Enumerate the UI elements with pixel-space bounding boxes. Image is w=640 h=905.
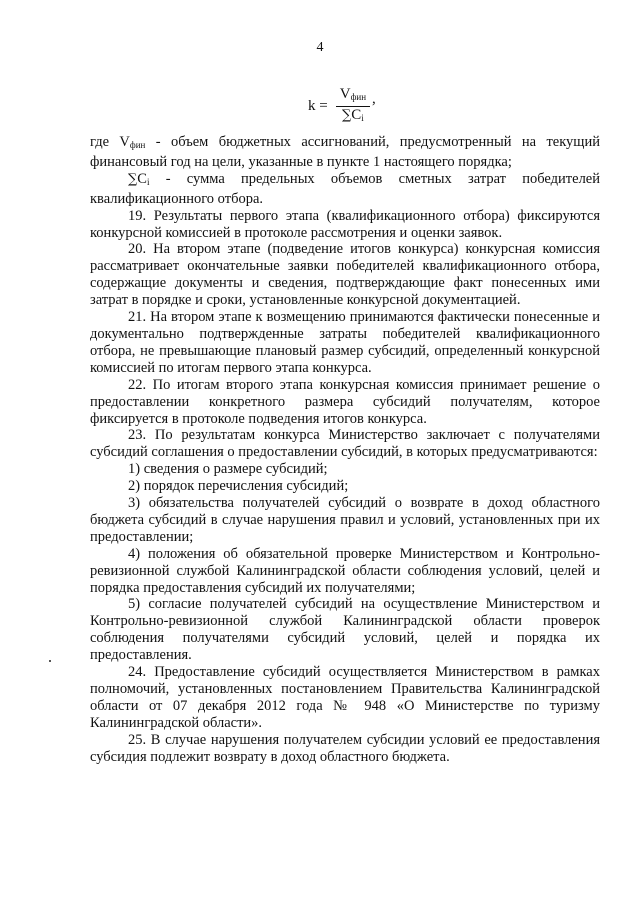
where-c-definition: $\sum C_i$ - сумма предельных объемов сметных затрат победителей квалификационного отбора. [90,170,600,207]
paragraph-21: 21. На втором этапе к возмещению принимаются фактически понесенные и документально подтвержденные затраты победителей квалификационного отбора, не превышающие плановый размер субсидий, определенный конкурсной комиссией по итогам первого этапа конкурса. [90,309,600,376]
formula-numerator: $V_{фин}$ [339,86,367,102]
paragraph-23-item-2: 2) порядок перечисления субсидий; [128,478,349,495]
paragraph-23-item-5: 5) согласие получателей субсидий на осуществление Министерством и Контрольно-ревизионной службой Калининградской области проверок соблюдения получателями субсидий условий, целей и порядка их предоставления. [90,596,600,664]
formula-lhs: k = [308,98,328,114]
paragraph-24: 24. Предоставление субсидий осуществляется Министерством в рамках полномочий, установленных постановлением Правительства Калининградской области от 07 декабря 2012 года № 948 «О Министерстве по туризму Калининградской области». [90,664,600,731]
formula-fraction [336,86,370,127]
paragraph-23: 23. По результатам конкурса Министерство заключает с получателями субсидий соглашения о предоставлении субсидий, в которых предусматриваются: [90,427,600,461]
paragraph-20: 20. На втором этапе (подведение итогов конкурса) конкурсная комиссия рассматривает окончательные заявки победителей квалификационного отбора, содержащие документы и сведения, подтверждающие факт понесенных ими затрат в порядке и сроки, установленные конкурсной документацией. [90,241,600,309]
paragraph-22: 22. По итогам второго этапа конкурсная комиссия принимает решение о предоставлении конкретного размера субсидий получателям, которое фиксируется в протоколе подведения итогов конкурса. [90,376,600,427]
formula-k [308,86,376,127]
paragraph-19: 19. Результаты первого этапа (квалификационного отбора) фиксируются конкурсной комиссией в протоколе рассмотрения и оценки заявок. [90,207,600,241]
document-body [90,134,600,766]
where-v-definition: где $V_{фин}$ - объем бюджетных ассигнований, предусмотренный на текущий финансовый год на цели, указанные в пункте 1 настоящего порядка; [90,134,600,170]
paragraph-23-item-4: 4) положения об обязательной проверке Министерством и Контрольно-ревизионной службой Калининградской области соблюдения условий, целей и порядка предоставления субсидий их получателями; [90,545,600,596]
paragraph-23-item-3: 3) обязательства получателей субсидий о возврате в доход областного бюджета субсидий в случае нарушения правил и условий, установленных при их предоставлении; [90,495,600,545]
formula-denominator: $\sum C_i$ [336,106,370,127]
paragraph-23-item-1: 1) сведения о размере субсидий; [128,461,328,478]
formula-comma: , [372,91,376,107]
page-number: 4 [316,40,324,55]
paragraph-25: 25. В случае нарушения получателем субсидии условий ее предоставления субсидия подлежит возврату в доход областного бюджета. [90,731,600,765]
scan-speck [49,660,51,662]
